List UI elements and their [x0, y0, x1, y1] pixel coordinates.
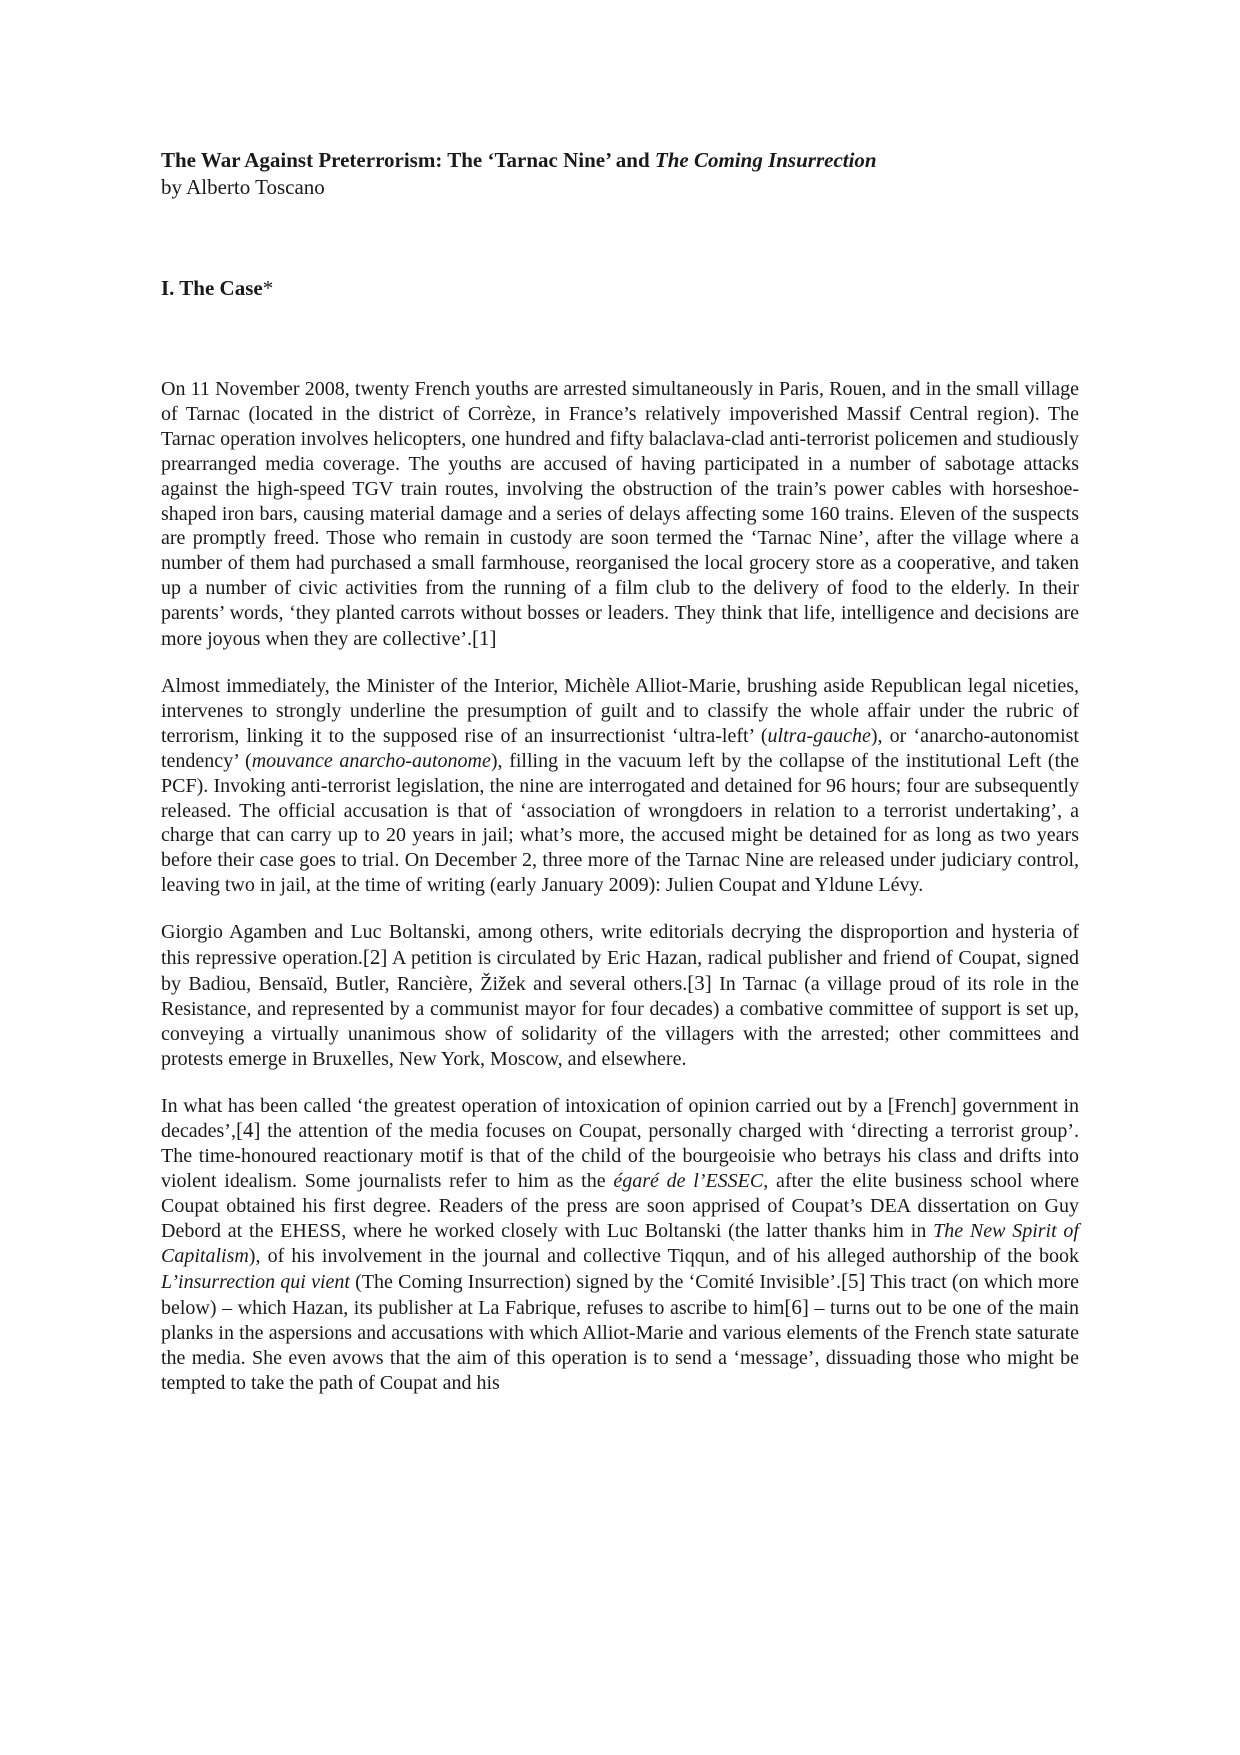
paragraph-1	[161, 377, 1079, 652]
byline: by Alberto Toscano	[161, 175, 325, 199]
footnote-ref-6[interactable]: [6]	[784, 1294, 809, 1319]
section-footnote-marker: *	[262, 276, 274, 300]
footnote-ref-4[interactable]: [4]	[235, 1118, 261, 1143]
paragraph-4-text-b: the attention of the media focuses on Coupat, personally charged with ‘directing a terrorist group’. The time-honoured reactionary motif is that of the child of the bourgeoisie who betrays his class and drifts into violent idealism. Some journalists refer to him as the	[161, 1120, 1079, 1193]
paragraph-2-text-a: Almost immediately, the Minister of the Interior, Michèle Alliot-Marie, brushing aside Republican legal niceties, intervenes to strongly underline the presumption of guilt and to classify the whole affair under the rubric of terrorism, linking it to the supposed rise of an insurrectionist ‘ultra-left’ (	[161, 674, 1079, 747]
paragraph-2	[161, 674, 1079, 898]
paragraph-4-text-f: This tract (on which more below) – which Hazan, its publisher at La Fabrique, refuses to ascribe to him	[161, 1270, 1079, 1319]
footnote-ref-3[interactable]: [3]	[687, 970, 712, 995]
footnote-ref-2[interactable]: [2]	[362, 945, 388, 970]
paragraph-4-text-d: ), of his involvement in the journal and collective Tiqqun, and of his alleged authorship of the book	[248, 1245, 1079, 1267]
paragraph-3-text-a: Giorgio Agamben and Luc Boltanski, among others, write editorials decrying the disproportion and hysteria of this repressive operation.	[161, 921, 1079, 970]
paragraph-2-italic-2: mouvance anarcho-autonome	[251, 749, 491, 772]
paragraph-2-italic-1: ultra-gauche	[767, 724, 871, 747]
paragraph-3-text-c: In Tarnac (a village proud of its role in the Resistance, and represented by a communist mayor for four decades) a combative committee of support is set up, conveying a virtually unanimous show of solidarity of the villagers with the arrested; other committees and protests emerge in Bruxelles, New York, Moscow, and elsewhere.	[161, 972, 1080, 1070]
paragraph-4-italic-3: L’insurrection qui vient	[161, 1270, 350, 1293]
paragraph-4-text-g: – turns out to be one of the main planks in the aspersions and accusations with which Alliot-Marie and various elements of the French state saturate the media. She even avows that the aim of this operation is to send a ‘message’, dissuading those who might be tempted to take the path of Coupat and his	[161, 1296, 1080, 1394]
paragraph-4-text-e: (The Coming Insurrection) signed by the ‘Comité Invisible’.	[349, 1270, 842, 1293]
paragraph-4	[161, 1094, 1079, 1396]
title-main: The War Against Preterrorism: The ‘Tarnac Nine’ and	[161, 148, 655, 172]
document-body	[161, 377, 1079, 1417]
paragraph-4-italic-2: The New Spirit of Capitalism	[161, 1220, 1079, 1267]
paragraph-4-italic-1: égaré de l’ESSEC	[613, 1170, 764, 1193]
section-heading-text: I. The Case	[161, 276, 263, 300]
footnote-ref-1[interactable]: [1]	[472, 626, 497, 651]
paragraph-1-text: On 11 November 2008, twenty French youths are arrested simultaneously in Paris, Rouen, and in the small village of Tarnac (located in the district of Corrèze, in France’s relatively impoverished Massif Central region). The Tarnac operation involves helicopters, one hundred and fifty balaclava-clad anti-terrorist policemen and studiously prearranged media coverage. The youths are accused of having participated in a number of sabotage attacks against the high-speed TGV train routes, involving the obstruction of the train’s power cables with horseshoe-shaped iron bars, causing material damage and a series of delays affecting some 160 trains. Eleven of the suspects are promptly freed. Those who remain in custody are soon termed the ‘Tarnac Nine’, after the village where a number of them had purchased a small farmhouse, reorganised the local grocery store as a cooperative, and taken up a number of civic activities from the running of a film club to the delivery of food to the elderly. In their parents’ words, ‘they planted carrots without bosses or leaders. They think that life, intelligence and decisions are more joyous when they are collective’.	[161, 378, 1079, 651]
paragraph-4-text-a: In what has been called ‘the greatest operation of intoxication of opinion carried out by a [French] government in decades’,	[161, 1094, 1079, 1143]
paragraph-4-text-c: , after the elite business school where Coupat obtained his first degree. Readers of the press are soon apprised of Coupat’s DEA dissertation on Guy Debord at the EHESS, where he worked closely with Luc Boltanski (the latter thanks him in	[161, 1170, 1080, 1243]
paragraph-2-text-c: ), filling in the vacuum left by the collapse of the institutional Left (the PCF). Invoking anti-terrorist legislation, the nine are interrogated and detained for 96 hours; four are subsequently released. The official accusation is that of ‘association of wrongdoers in relation to a terrorist undertaking’, a charge that can carry up to 20 years in jail; what’s more, the accused might be detained for as long as two years before their case goes to trial. On December 2, three more of the Tarnac Nine are released under judiciary control, leaving two in jail, at the time of writing (early January 2009): Julien Coupat and Yldune Lévy.	[161, 749, 1080, 897]
section-heading	[161, 275, 273, 302]
document-title	[161, 147, 1091, 174]
paragraph-3-text-b: A petition is circulated by Eric Hazan, radical publisher and friend of Coupat, signed by Badiou, Bensaïd, Butler, Rancière, Žižek and several others.	[161, 947, 1079, 995]
footnote-ref-5[interactable]: [5]	[841, 1268, 866, 1293]
paragraph-3	[161, 920, 1079, 1071]
title-italic: The Coming Insurrection	[654, 148, 877, 172]
title-block	[161, 147, 1091, 201]
paragraph-2-text-b: ), or ‘anarcho-autonomist tendency’ (	[161, 724, 1079, 772]
